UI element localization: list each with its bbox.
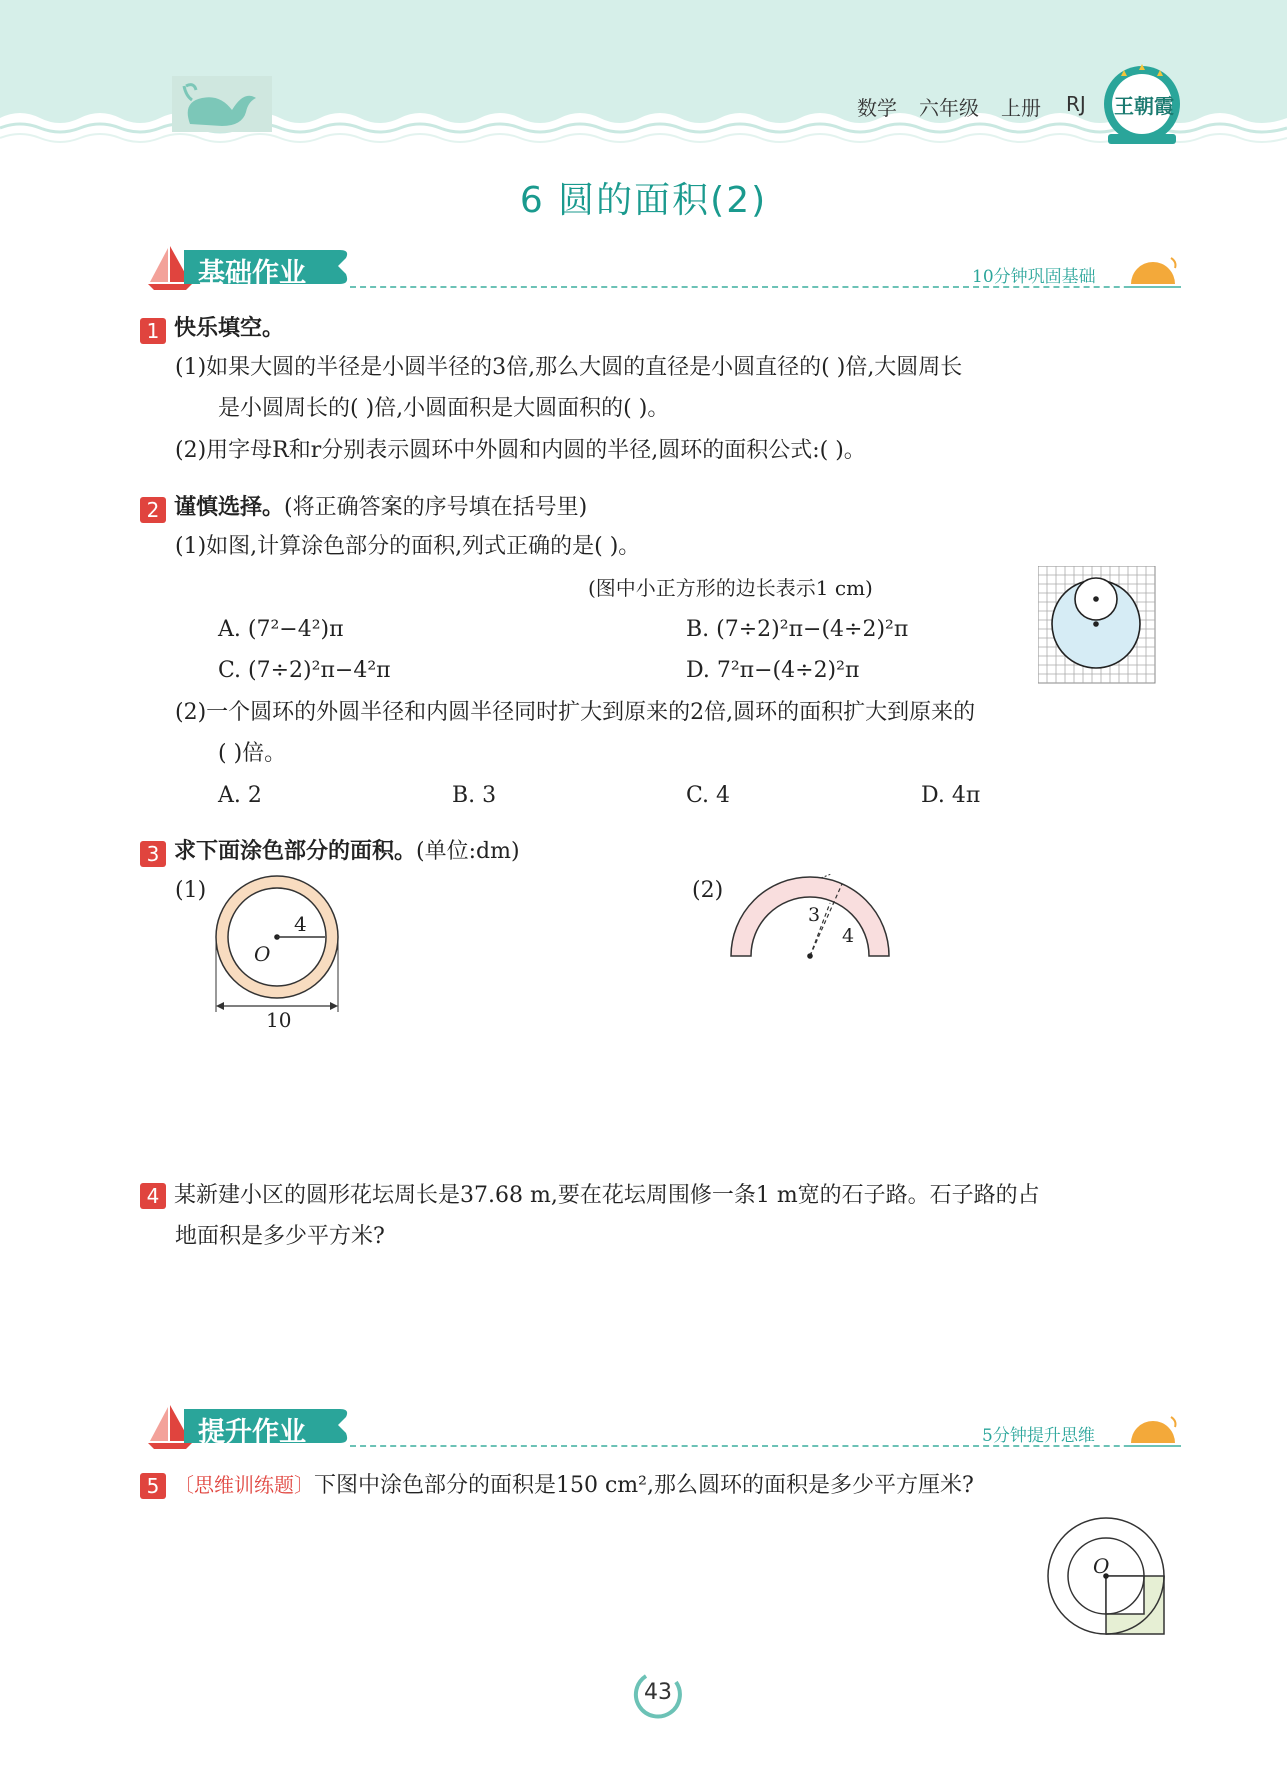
question-number: 2 [140,497,166,523]
q2-option-b: B. (7÷2)²π−(4÷2)²π [686,617,909,642]
q1-line-1: (1)如果大圆的半径是小圆半径的3倍,那么大圆的直径是小圆直径的( )倍,大圆周长 [175,355,963,380]
sunset-icon [1125,1413,1181,1449]
ring-figure [205,872,355,1022]
q5-center-label: O [1093,1554,1110,1578]
section-note-advanced: 5分钟提升思维 [982,1426,1095,1446]
q2-part2-option-b: B. 3 [452,783,497,808]
q1-line-2: 是小圆周长的( )倍,小圆面积是大圆面积的( )。 [218,396,670,421]
ring-square-figure [1046,1516,1180,1650]
question-number: 5 [140,1473,166,1499]
q2-part2-option-c: C. 4 [686,783,731,808]
fig1-label: (1) [175,878,207,903]
logo-text: 王朝霞 [1114,94,1174,118]
fig2-outer-label: 4 [842,925,855,947]
q2-part2-option-d: D. 4π [921,783,981,808]
question-title: 快乐填空。 [174,316,285,341]
header-grade: 六年级 [919,96,979,120]
question-3-heading [140,834,520,867]
question-2-heading [140,490,587,523]
q2-part2-option-a: A. 2 [218,783,262,808]
question-unit: (单位:dm) [416,839,520,864]
section-note-basic: 10分钟巩固基础 [972,267,1096,287]
question-number: 1 [140,318,166,344]
fig1-center-label: O [254,942,271,966]
fig1-diameter-label: 10 [266,1008,292,1032]
page-title: 6 圆的面积(2) [519,180,768,221]
brand-logo [1100,60,1184,144]
header-subject: 数学 [857,96,897,120]
q2-part2-line-2: ( )倍。 [218,741,287,766]
q1-line-3: (2)用字母R和r分别表示圆环中外圆和内圆的半径,圆环的面积公式:( )。 [175,438,866,463]
question-note: (将正确答案的序号填在括号里) [284,495,588,520]
header-edition: RJ [1066,92,1086,116]
q2-option-a: A. (7²−4²)π [218,617,344,642]
question-tag: 〔思维训练题〕 [174,1473,314,1497]
header-volume: 上册 [1001,96,1041,120]
question-number: 3 [140,841,166,867]
fig2-inner-label: 3 [808,904,821,926]
question-5-line [140,1465,974,1506]
question-title: 求下面涂色部分的面积。 [174,839,417,864]
q2-part1-note: (图中小正方形的边长表示1 cm) [588,576,873,600]
q5-text: 下图中涂色部分的面积是150 cm²,那么圆环的面积是多少平方厘米? [314,1473,974,1498]
q2-option-d: D. 7²π−(4÷2)²π [686,658,860,683]
section-label-basic: 基础作业 [198,258,306,289]
section-label-advanced: 提升作业 [198,1417,306,1448]
section-header-advanced [140,1403,1180,1449]
q2-part2-line-1: (2)一个圆环的外圆半径和内圆半径同时扩大到原来的2倍,圆环的面积扩大到原来的 [175,700,976,725]
q2-part1-text: (1)如图,计算涂色部分的面积,列式正确的是( )。 [175,534,641,559]
q4-text-1: 某新建小区的圆形花坛周长是37.68 m,要在花坛周围修一条1 m宽的石子路。石子路的占 [174,1183,1040,1208]
page-number: 43 [644,1680,672,1705]
whale-icon [172,76,272,132]
fig2-label: (2) [692,878,724,903]
question-1-heading [140,311,284,344]
sunset-icon [1125,254,1181,290]
question-title: 谨慎选择。 [174,495,285,520]
question-4-line-2: 地面积是多少平方米? [175,1224,385,1249]
question-number: 4 [140,1183,166,1209]
question-4-line-1 [140,1176,1040,1216]
fig1-radius-label: 4 [294,912,307,936]
grid-circles-figure [1038,566,1156,684]
section-header-basic [140,244,1180,290]
q2-option-c: C. (7÷2)²π−4²π [218,658,391,683]
